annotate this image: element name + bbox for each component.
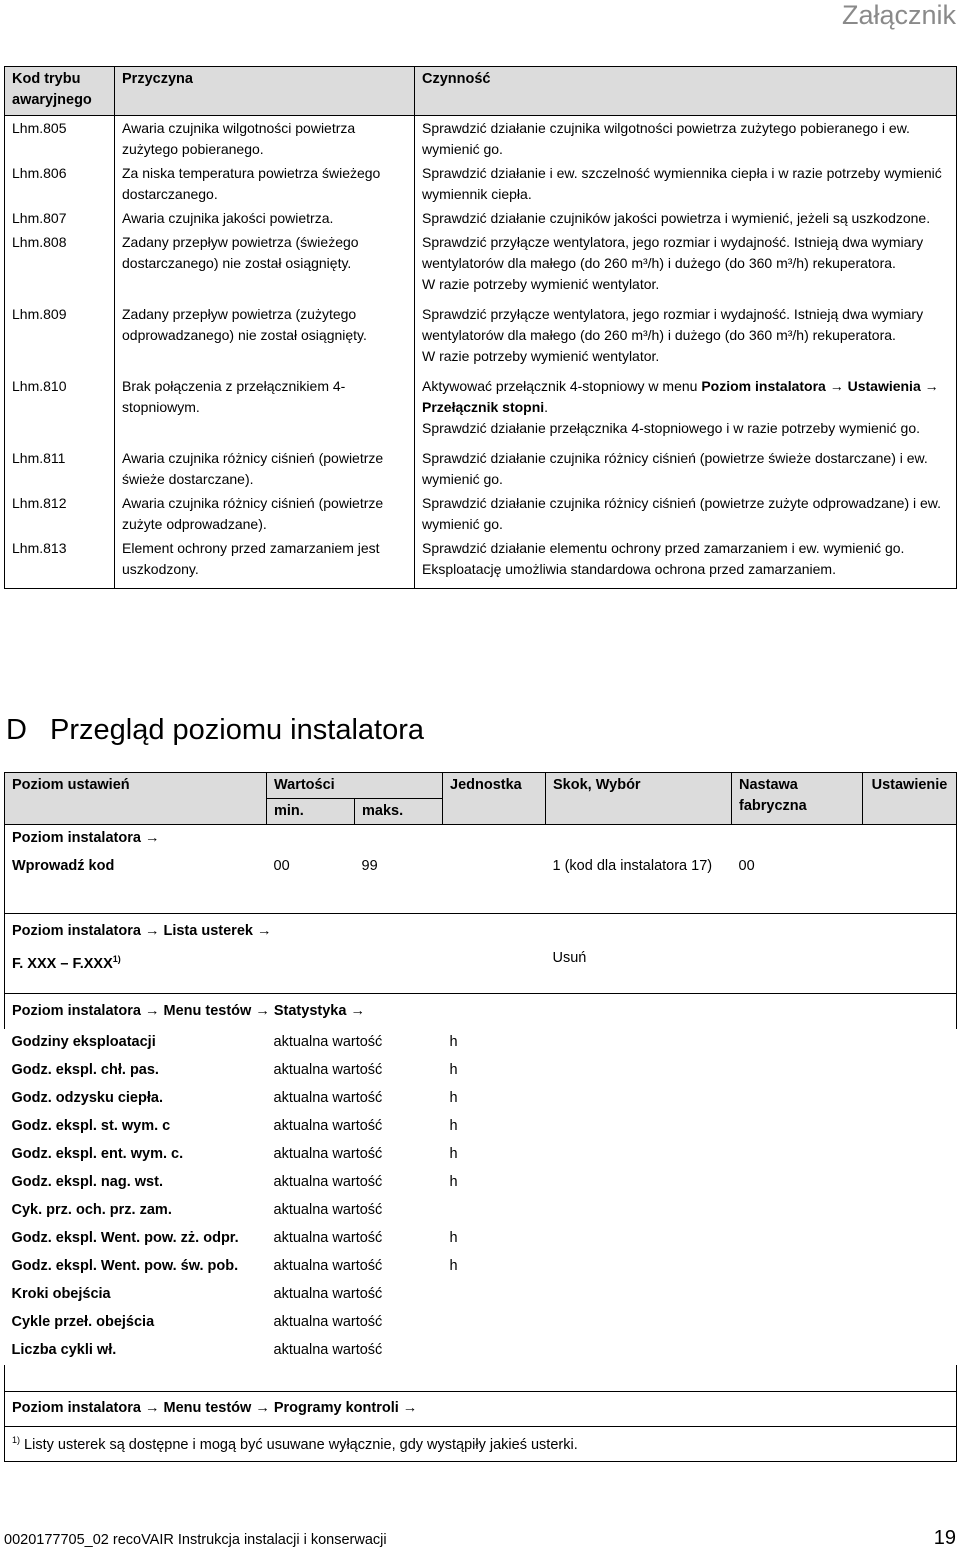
fault-code-table	[4, 66, 957, 589]
fault-action	[415, 374, 957, 446]
menu-path-row	[5, 1391, 957, 1426]
arrow-icon: →	[924, 378, 939, 394]
column-header-unit: Jednostka	[443, 773, 546, 825]
action-line: Eksploatację umożliwia standardowa ochrona przed zamarzaniem.	[422, 561, 836, 577]
action-line: W razie potrzeby wymienić wentylator.	[422, 276, 660, 292]
table-header-row	[5, 67, 957, 116]
arrow-icon: →	[255, 1003, 270, 1019]
fault-cause: Element ochrony przed zamarzaniem jest uszkodzony.	[115, 536, 415, 589]
arrow-icon: →	[829, 378, 844, 394]
arrow-icon: →	[144, 1399, 160, 1416]
empty-cell	[863, 1085, 957, 1113]
fault-code: Lhm.813	[5, 536, 115, 589]
empty-cell	[546, 1085, 732, 1113]
column-header-min: min.	[267, 799, 355, 825]
arrow-icon: →	[350, 1003, 365, 1019]
statistic-value: aktualna wartość	[273, 1090, 383, 1106]
action-line: Sprawdzić działanie elementu ochrony przed zamarzaniem i ew. wymienić go.	[422, 540, 905, 556]
footnote-text: Listy usterek są dostępne i mogą być usuwane wyłącznie, gdy wystąpiły jakieś usterki.	[24, 1436, 578, 1453]
menu-path-item: Menu testów	[163, 1003, 252, 1019]
menu-path-item: Poziom instalatora	[12, 1399, 141, 1416]
table-header-row	[5, 773, 957, 799]
fault-cause: Zadany przepływ powietrza (zużytego odprowadzanego) nie został osiągnięty.	[115, 302, 415, 374]
fault-cause: Brak połączenia z przełącznikiem 4-stopniowym.	[115, 374, 415, 446]
spacer-row	[5, 1365, 957, 1391]
footnote-mark: 1)	[112, 953, 121, 964]
fault-code: Lhm.807	[5, 206, 115, 230]
fault-action: Sprawdzić działanie czujnika wilgotności powietrza zużytego pobieranego i ew. wymienić go.	[415, 116, 957, 162]
statistic-label: Godz. ekspl. nag. wst.	[11, 1174, 163, 1190]
setting-label	[5, 948, 267, 988]
section-title-text: Przegląd poziomu instalatora	[50, 714, 424, 746]
menu-path-item: Menu testów	[163, 1399, 252, 1416]
statistic-label: Liczba cykli wł.	[11, 1342, 117, 1358]
empty-cell	[732, 1029, 863, 1057]
empty-cell	[863, 1253, 957, 1281]
setting-min	[267, 948, 355, 988]
statistic-unit: h	[449, 1118, 458, 1134]
setting-max	[355, 948, 443, 988]
empty-cell	[863, 1113, 957, 1141]
column-header-default: Nastawa fabryczna	[732, 773, 863, 825]
statistic-label: Cykle przeł. obejścia	[11, 1314, 155, 1330]
fault-code: Lhm.806	[5, 161, 115, 206]
menu-path-row	[5, 994, 957, 1030]
empty-cell	[732, 1113, 863, 1141]
empty-cell	[546, 1225, 732, 1253]
setting-unit	[443, 948, 546, 988]
table-row	[5, 491, 957, 536]
table-row	[5, 206, 957, 230]
table-row	[5, 374, 957, 446]
fault-cause: Za niska temperatura powietrza świeżego dostarczanego.	[115, 161, 415, 206]
empty-cell	[732, 1141, 863, 1169]
statistic-unit: h	[449, 1090, 458, 1106]
section-header: Załącznik	[841, 0, 956, 30]
menu-path	[5, 825, 957, 852]
setting-min: 00	[273, 858, 290, 874]
statistics-rows	[5, 1029, 957, 1365]
fault-cause: Awaria czujnika różnicy ciśnień (powietrze zużyte odprowadzane).	[115, 491, 415, 536]
statistic-label: Godz. odzysku ciepła.	[11, 1090, 163, 1106]
empty-cell	[863, 1057, 957, 1085]
table-row	[5, 1085, 957, 1113]
statistic-unit	[443, 1281, 546, 1309]
fault-cause: Awaria czujnika różnicy ciśnień (powietrze świeże dostarczane).	[115, 446, 415, 491]
page-number: 19	[933, 1527, 956, 1549]
table-row	[5, 1057, 957, 1085]
table-row	[5, 161, 957, 206]
setting-default	[732, 948, 863, 988]
menu-path-item: Poziom instalatora	[12, 922, 141, 939]
table-row	[5, 536, 957, 589]
menu-path-item: Statystyka	[273, 1003, 347, 1019]
column-header-step: Skok, Wybór	[546, 773, 732, 825]
menu-path	[5, 994, 957, 1030]
statistic-unit	[443, 1197, 546, 1225]
statistic-label: Godz. ekspl. chł. pas.	[11, 1062, 159, 1078]
column-header-values: Wartości	[267, 773, 443, 799]
fault-action	[415, 536, 957, 589]
statistic-label: Godz. ekspl. Went. pow. zż. odpr.	[11, 1230, 239, 1246]
setting-step: 1 (kod dla instalatora 17)	[552, 858, 713, 874]
setting-value	[863, 948, 957, 988]
statistic-label: Godz. ekspl. Went. pow. św. pob.	[11, 1258, 239, 1274]
statistic-value: aktualna wartość	[273, 1286, 383, 1302]
menu-path-item: Poziom instalatora	[701, 378, 826, 394]
statistic-value: aktualna wartość	[273, 1118, 383, 1134]
empty-cell	[732, 1225, 863, 1253]
statistic-unit: h	[449, 1230, 458, 1246]
fault-action: Sprawdzić działanie czujnika różnicy ciśnień (powietrze zużyte odprowadzane) i ew. wymienić go.	[415, 491, 957, 536]
menu-path-row	[5, 913, 957, 948]
menu-path-item: Poziom instalatora	[12, 830, 141, 846]
empty-cell	[863, 1197, 957, 1225]
action-line: Sprawdzić przyłącze wentylatora, jego rozmiar i wydajność. Istnieją dwa wymiary wentylatorów dla małego (do 260 m³/h) i dużego (do 360 m³/h) rekuperatora.	[422, 306, 924, 343]
statistic-value: aktualna wartość	[273, 1146, 383, 1162]
column-header-max: maks.	[355, 799, 443, 825]
empty-cell	[863, 1309, 957, 1337]
table-row	[5, 230, 957, 302]
empty-cell	[546, 1253, 732, 1281]
setting-step: Usuń	[552, 949, 587, 966]
statistic-unit: h	[449, 1062, 458, 1078]
empty-cell	[546, 1281, 732, 1309]
menu-path-item: Lista usterek	[163, 922, 253, 939]
fault-action	[415, 230, 957, 302]
fault-code: Lhm.809	[5, 302, 115, 374]
action-line: Sprawdzić działanie przełącznika 4-stopniowego i w razie potrzeby wymienić go.	[422, 420, 921, 436]
row-spacer	[5, 1365, 957, 1391]
statistic-value: aktualna wartość	[273, 1258, 383, 1274]
empty-cell	[546, 1057, 732, 1085]
statistic-label: Godz. ekspl. st. wym. c	[11, 1118, 171, 1134]
arrow-icon: →	[256, 922, 272, 939]
footnote	[5, 1426, 957, 1461]
fault-range: F. XXX – F.XXX	[12, 955, 113, 972]
setting-default: 00	[738, 858, 755, 874]
fault-action	[415, 302, 957, 374]
empty-cell	[546, 1309, 732, 1337]
statistic-label: Godz. ekspl. ent. wym. c.	[11, 1146, 184, 1162]
table-row	[5, 948, 957, 988]
fault-action: Sprawdzić działanie i ew. szczelność wymiennika ciepła i w razie potrzeby wymienić wymiennik ciepła.	[415, 161, 957, 206]
empty-cell	[732, 1169, 863, 1197]
empty-cell	[732, 1085, 863, 1113]
column-header-setting: Ustawienie	[863, 773, 957, 825]
table-row	[5, 851, 957, 887]
empty-cell	[732, 1309, 863, 1337]
fault-cause: Awaria czujnika jakości powietrza.	[115, 206, 415, 230]
table-row	[5, 1309, 957, 1337]
empty-cell	[732, 1281, 863, 1309]
empty-cell	[546, 1169, 732, 1197]
empty-cell	[863, 1225, 957, 1253]
action-line: Sprawdzić przyłącze wentylatora, jego rozmiar i wydajność. Istnieją dwa wymiary wentylatorów dla małego (do 260 m³/h) i dużego (do 360 m³/h) rekuperatora.	[422, 234, 924, 271]
menu-path	[5, 913, 957, 948]
setting-value	[863, 851, 957, 887]
arrow-icon: →	[144, 1003, 160, 1019]
statistic-value: aktualna wartość	[273, 1342, 383, 1358]
statistic-unit: h	[449, 1146, 458, 1162]
arrow-icon: →	[255, 1399, 270, 1416]
section-letter: D	[6, 714, 27, 746]
arrow-icon: →	[144, 830, 160, 846]
column-header-action: Czynność	[415, 67, 957, 116]
empty-cell	[863, 1169, 957, 1197]
statistic-value: aktualna wartość	[273, 1202, 383, 1218]
setting-max: 99	[361, 858, 378, 874]
footnote-mark: 1)	[12, 1434, 21, 1445]
column-header-level: Poziom ustawień	[5, 773, 267, 825]
table-row	[5, 1029, 957, 1057]
empty-cell	[863, 1141, 957, 1169]
statistic-unit: h	[449, 1258, 458, 1274]
empty-cell	[546, 1197, 732, 1225]
table-row	[5, 1169, 957, 1197]
statistic-value: aktualna wartość	[273, 1314, 383, 1330]
empty-cell	[863, 1337, 957, 1365]
statistic-value: aktualna wartość	[273, 1174, 383, 1190]
menu-path-row	[5, 825, 957, 852]
row-spacer	[5, 887, 957, 913]
footnote-row	[5, 1426, 957, 1461]
menu-path-item: Programy kontroli	[273, 1399, 399, 1416]
empty-cell	[863, 1029, 957, 1057]
statistic-unit: h	[449, 1174, 458, 1190]
statistic-label: Godziny eksploatacji	[11, 1034, 156, 1050]
table-row	[5, 116, 957, 162]
installer-level-table	[4, 772, 957, 1462]
table-row	[5, 446, 957, 491]
arrow-icon: →	[144, 922, 160, 939]
fault-code: Lhm.805	[5, 116, 115, 162]
menu-path-item: Poziom instalatora	[12, 1003, 141, 1019]
statistic-unit	[443, 1337, 546, 1365]
statistic-unit: h	[449, 1034, 458, 1050]
setting-label: Wprowadź kod	[5, 851, 267, 887]
empty-cell	[546, 1337, 732, 1365]
spacer-row	[5, 887, 957, 913]
document-title: 0020177705_02 recoVAIR Instrukcja instalacji i konserwacji	[4, 1532, 387, 1548]
setting-unit	[443, 851, 546, 887]
fault-code: Lhm.808	[5, 230, 115, 302]
table-row	[5, 1225, 957, 1253]
empty-cell	[732, 1197, 863, 1225]
table-row	[5, 1141, 957, 1169]
empty-cell	[546, 1029, 732, 1057]
section-title	[6, 714, 424, 747]
action-text: Aktywować przełącznik 4-stopniowy w menu	[422, 378, 698, 394]
table-row	[5, 1253, 957, 1281]
fault-code: Lhm.812	[5, 491, 115, 536]
column-header-cause: Przyczyna	[115, 67, 415, 116]
table-row	[5, 1281, 957, 1309]
menu-path-item: Przełącznik stopni	[422, 399, 545, 415]
empty-cell	[732, 1057, 863, 1085]
statistic-value: aktualna wartość	[273, 1230, 383, 1246]
empty-cell	[546, 1113, 732, 1141]
statistic-value: aktualna wartość	[273, 1062, 383, 1078]
statistic-label: Kroki obejścia	[11, 1286, 111, 1302]
empty-cell	[732, 1337, 863, 1365]
fault-action: Sprawdzić działanie czujników jakości powietrza i wymienić, jeżeli są uszkodzone.	[415, 206, 957, 230]
table-row	[5, 1113, 957, 1141]
fault-cause: Zadany przepływ powietrza (świeżego dostarczanego) nie został osiągnięty.	[115, 230, 415, 302]
table-row	[5, 1337, 957, 1365]
table-row	[5, 1197, 957, 1225]
statistic-label: Cyk. prz. och. prz. zam.	[11, 1202, 172, 1218]
action-line: Aktywować przełącznik 4-stopniowy w menu Poziom instalatora → Ustawienia → Przełącznik stopni.	[422, 378, 939, 415]
fault-code: Lhm.811	[5, 446, 115, 491]
empty-cell	[546, 1141, 732, 1169]
fault-cause: Awaria czujnika wilgotności powietrza zużytego pobieranego.	[115, 116, 415, 162]
arrow-icon: →	[402, 1399, 418, 1416]
fault-code: Lhm.810	[5, 374, 115, 446]
empty-cell	[863, 1281, 957, 1309]
fault-action: Sprawdzić działanie czujnika różnicy ciśnień (powietrze świeże dostarczane) i ew. wymienić go.	[415, 446, 957, 491]
menu-path-item: Ustawienia	[847, 378, 921, 394]
action-line: W razie potrzeby wymienić wentylator.	[422, 348, 660, 364]
table-row	[5, 302, 957, 374]
statistic-value: aktualna wartość	[273, 1034, 383, 1050]
statistic-unit	[443, 1309, 546, 1337]
column-header-code: Kod trybu awaryjnego	[5, 67, 115, 116]
empty-cell	[732, 1253, 863, 1281]
menu-path	[5, 1391, 957, 1426]
